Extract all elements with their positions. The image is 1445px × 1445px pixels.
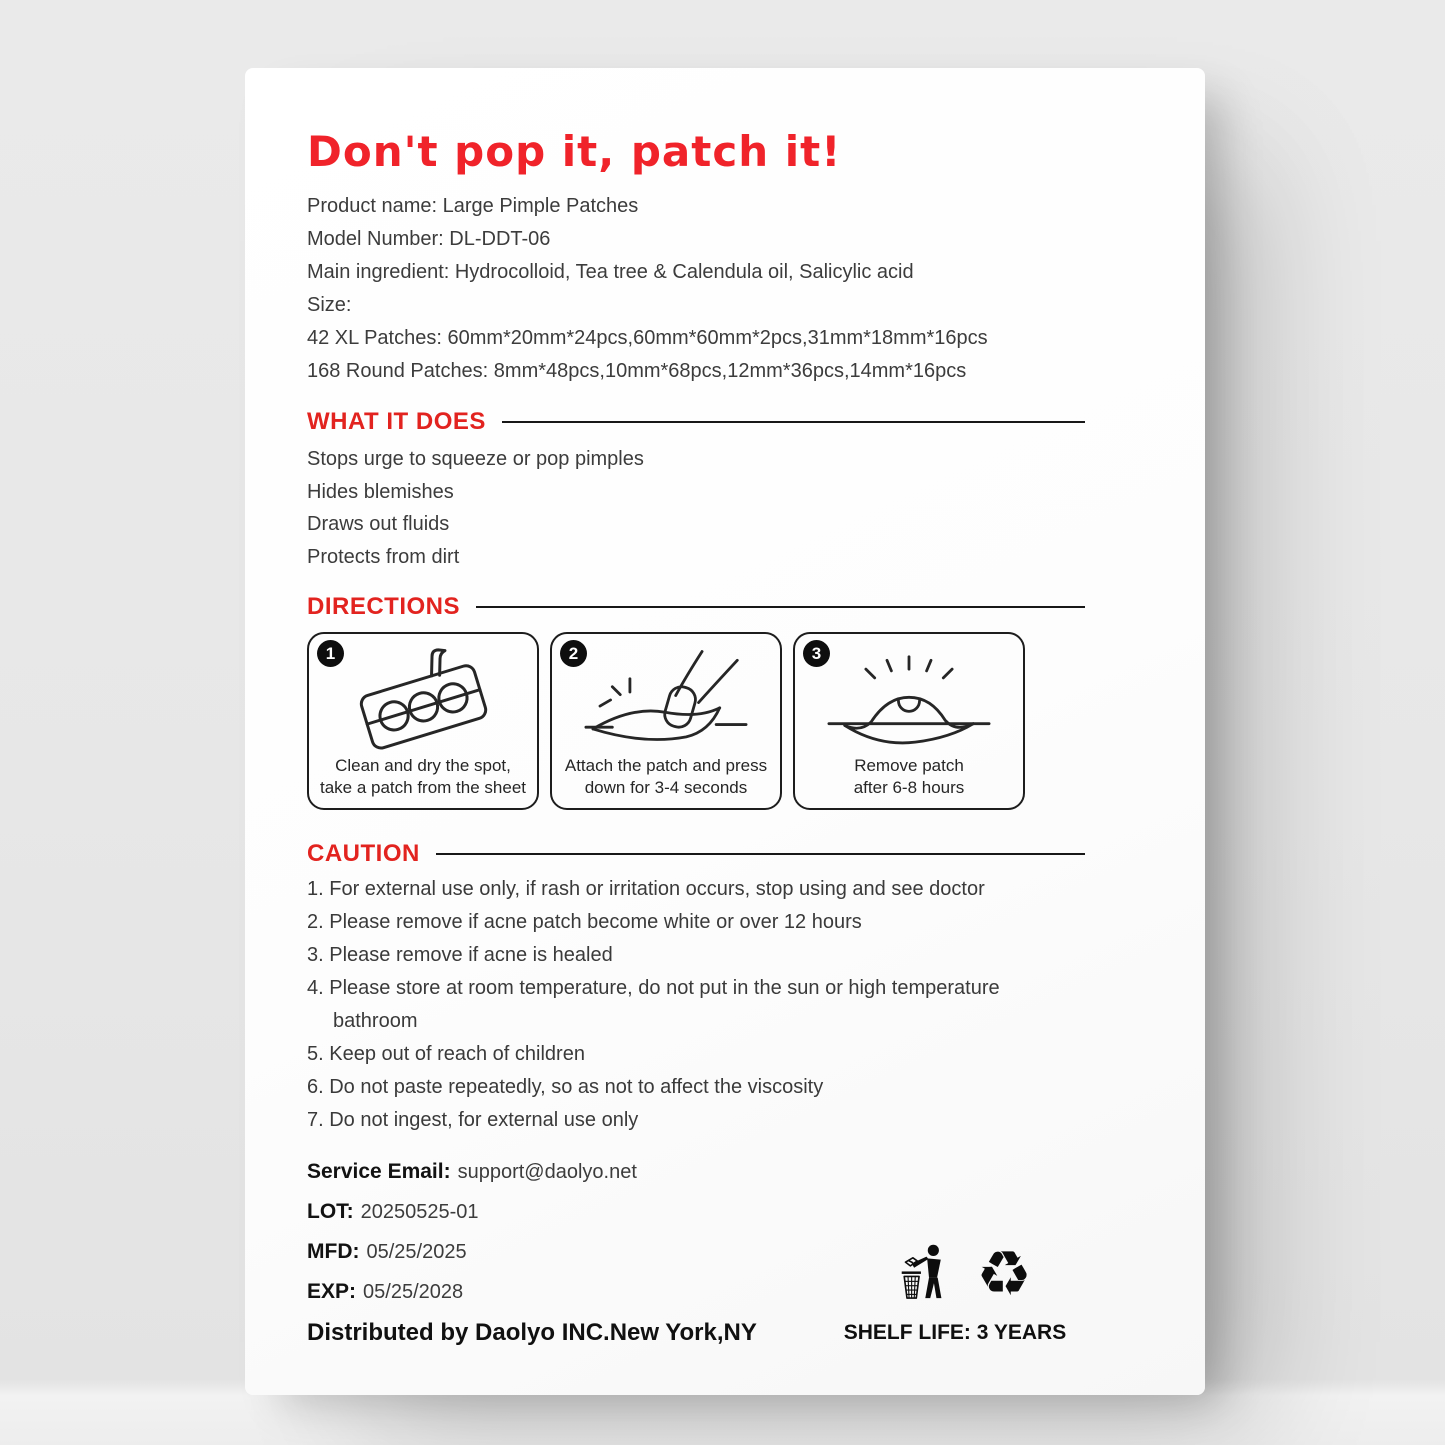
caution-list [307,873,1097,1137]
service-email-value: support@daolyo.net [457,1161,637,1183]
disposal-icons [840,1229,1090,1309]
what-it-does-heading-row [307,405,1085,439]
list-item: Protects from dirt [307,545,460,568]
product-label-card [245,68,1205,1395]
step-caption [854,755,965,799]
caution-item: 6. Do not paste repeatedly, so as not to affect the viscosity [307,1076,824,1098]
remove-patch-icon [809,648,1009,758]
caution-heading: CAUTION [307,840,420,867]
caption-line: Remove patch [854,756,964,775]
lot-value: 20250525-01 [360,1201,479,1223]
tidy-man-icon [898,1237,960,1309]
product-name-line: Product name: Large Pimple Patches [307,195,639,217]
heading-rule [476,606,1085,608]
direction-step-3 [793,632,1025,810]
patch-sheet-icon [323,648,523,758]
list-item: Hides blemishes [307,480,454,503]
what-it-does-heading: WHAT IT DOES [307,408,486,435]
lot-label: LOT: [307,1200,354,1223]
caption-line: down for 3-4 seconds [584,778,748,797]
caution-heading-row [307,837,1085,871]
caption-line: Attach the patch and press [564,756,768,775]
disposal-info-block [830,1229,1080,1345]
product-info-block [307,190,1085,388]
service-email-row [307,1159,1085,1185]
exp-value: 05/25/2028 [363,1281,464,1303]
what-it-does-list [307,443,1085,573]
exp-label: EXP: [307,1280,357,1303]
step-number-badge: 2 [560,640,587,667]
service-email-label: Service Email: [307,1160,451,1183]
directions-steps [307,632,1085,810]
heading-rule [436,853,1085,855]
shelf-life-label: SHELF LIFE: 3 YEARS [843,1321,1067,1344]
recycle-icon: ♻ [976,1237,1032,1310]
mfd-value: 05/25/2025 [366,1241,467,1263]
list-item: Draws out fluids [307,513,450,535]
caution-item: 5. Keep out of reach of children [307,1043,585,1065]
caution-item: 3. Please remove if acne is healed [307,944,613,966]
footer-block [307,1159,1085,1347]
direction-step-1 [307,632,539,810]
caution-item: 7. Do not ingest, for external use only [307,1109,639,1131]
directions-heading-row [307,590,1085,624]
model-number-line: Model Number: DL-DDT-06 [307,228,551,250]
caption-line: after 6-8 hours [853,778,965,797]
lot-row [307,1199,1085,1225]
caution-item: 2. Please remove if acne patch become white or over 12 hours [307,911,862,933]
step-caption [320,755,526,799]
distributor-line: Distributed by Daolyo INC.New York,NY [307,1319,757,1346]
xl-patches-line: 42 XL Patches: 60mm*20mm*24pcs,60mm*60mm*2pcs,31mm*18mm*16pcs [307,327,988,349]
heading-rule [502,421,1085,423]
caution-item: 4. Please store at room temperature, do not put in the sun or high temperature bathroom [307,977,1000,1032]
mfd-label: MFD: [307,1240,360,1263]
main-ingredient-line: Main ingredient: Hydrocolloid, Tea tree & Calendula oil, Salicylic acid [307,261,914,283]
caption-line: Clean and dry the spot, [335,756,511,775]
step-caption [565,755,767,799]
round-patches-line: 168 Round Patches: 8mm*48pcs,10mm*68pcs,12mm*36pcs,14mm*16pcs [307,360,967,382]
directions-heading: DIRECTIONS [307,593,461,620]
page-title: Don't pop it, patch it! [307,127,842,176]
caption-line: take a patch from the sheet [319,778,526,797]
size-label-line: Size: [307,294,352,316]
step-number-badge: 3 [803,640,830,667]
list-item: Stops urge to squeeze or pop pimples [307,448,644,470]
press-finger-icon [566,648,766,758]
direction-step-2 [550,632,782,810]
caution-item: 1. For external use only, if rash or irritation occurs, stop using and see doctor [307,878,985,900]
step-number-badge: 1 [317,640,344,667]
